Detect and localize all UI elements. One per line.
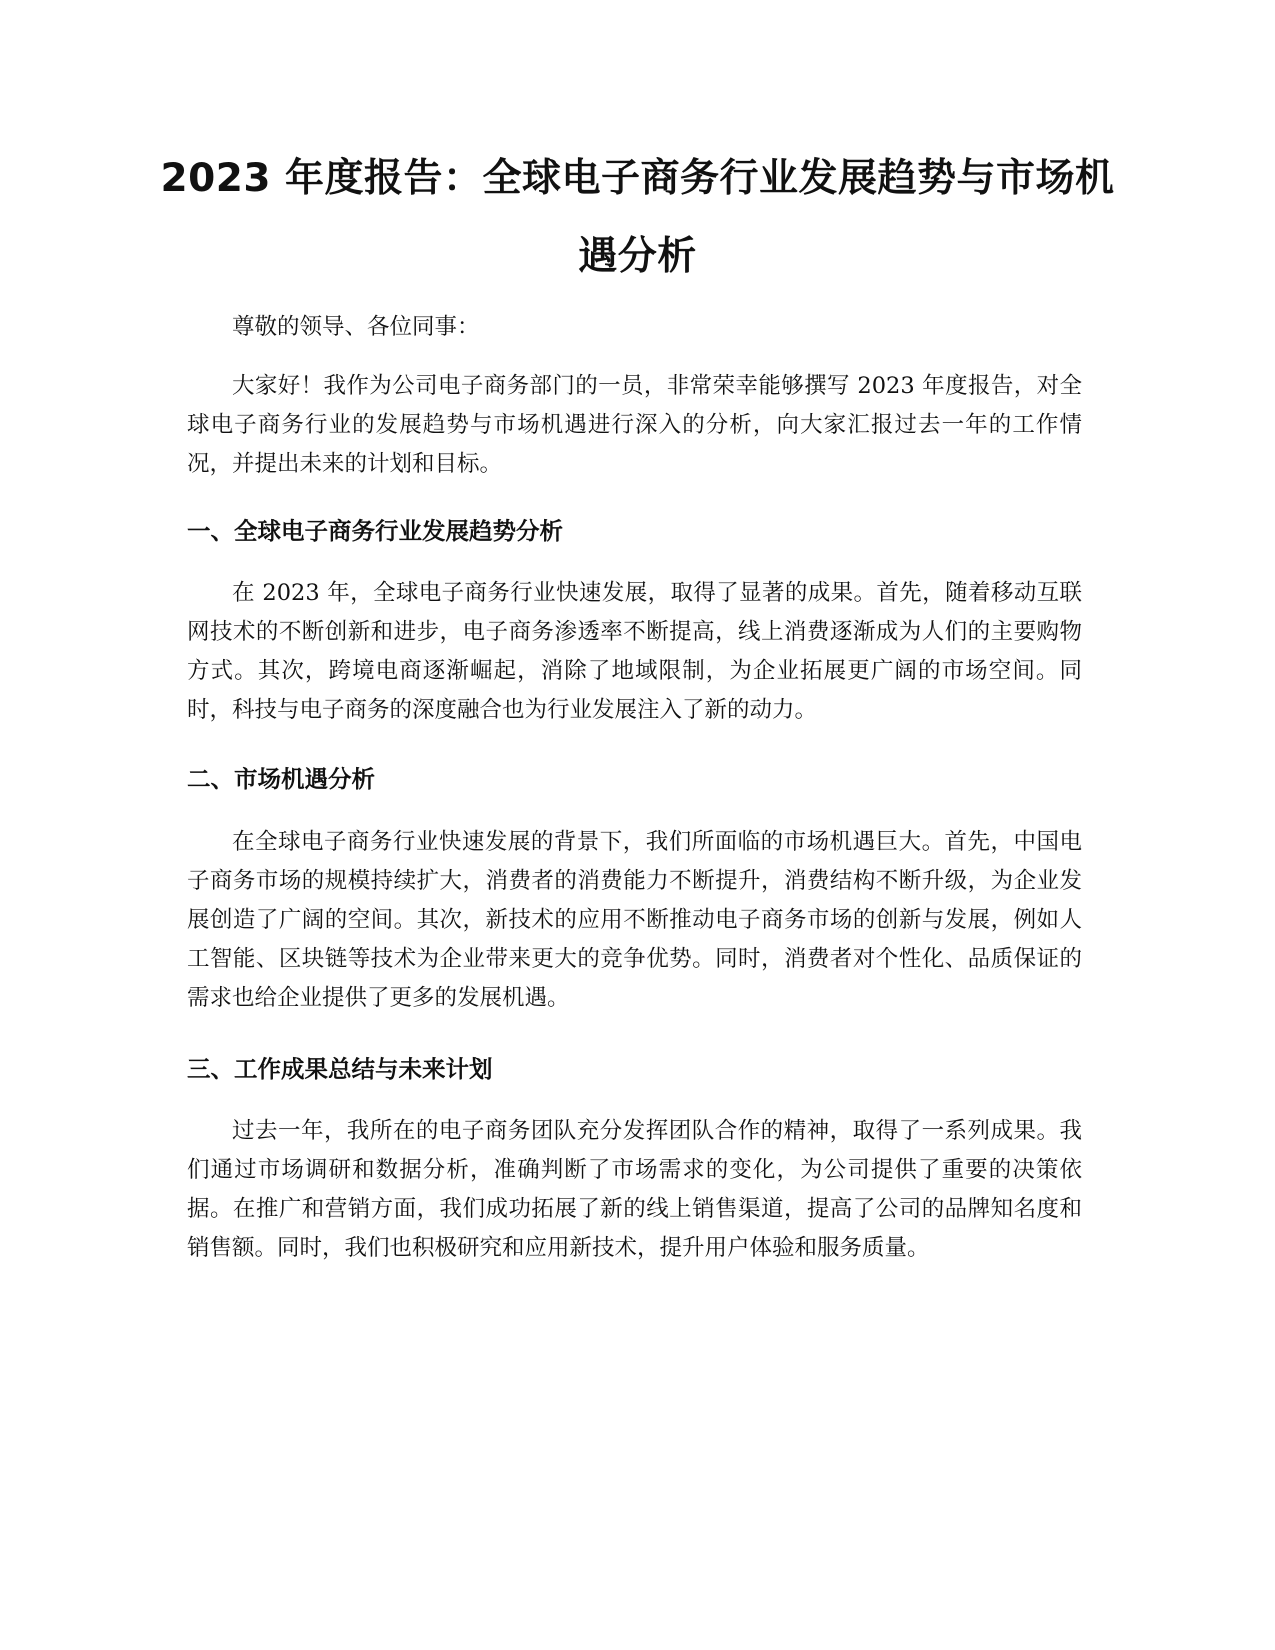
section-paragraph-results: 过去一年，我所在的电子商务团队充分发挥团队合作的精神，取得了一系列成果。我们通过市场调研和数据分析，准确判断了市场需求的变化，为公司提供了重要的决策依据。在推广和营销方面，我们成功拓展了新的线上销售渠道，提高了公司的品牌知名度和销售额。同时，我们也积极研究和应用新技术，提升用户体验和服务质量。 (187, 1118, 1082, 1261)
section-heading-trends: 一、全球电子商务行业发展趋势分析 (187, 517, 563, 545)
page-title: 2023 年度报告：全球电子商务行业发展趋势与市场机遇分析 (160, 156, 1115, 279)
section-paragraph-opportunities: 在全球电子商务行业快速发展的背景下，我们所面临的市场机遇巨大。首先，中国电子商务市场的规模持续扩大，消费者的消费能力不断提升，消费结构不断升级，为企业发展创造了广阔的空间。其次，新技术的应用不断推动电子商务市场的创新与发展，例如人工智能、区块链等技术为企业带来更大的竞争优势。同时，消费者对个性化、品质保证的需求也给企业提供了更多的发展机遇。 (187, 829, 1082, 1011)
section-heading-results: 三、工作成果总结与未来计划 (187, 1055, 493, 1083)
greeting-paragraph: 尊敬的领导、各位同事： (232, 314, 480, 340)
section-paragraph-trends: 在 2023 年，全球电子商务行业快速发展，取得了显著的成果。首先，随着移动互联网技术的不断创新和进步，电子商务渗透率不断提高，线上消费逐渐成为人们的主要购物方式。其次，跨境电商逐渐崛起，消除了地域限制，为企业拓展更广阔的市场空间。同时，科技与电子商务的深度融合也为行业发展注入了新的动力。 (187, 580, 1082, 723)
section-heading-opportunities: 二、市场机遇分析 (187, 765, 375, 793)
intro-paragraph: 大家好！我作为公司电子商务部门的一员，非常荣幸能够撰写 2023 年度报告，对全球电子商务行业的发展趋势与市场机遇进行深入的分析，向大家汇报过去一年的工作情况，并提出未来的计划和目标。 (187, 373, 1082, 477)
